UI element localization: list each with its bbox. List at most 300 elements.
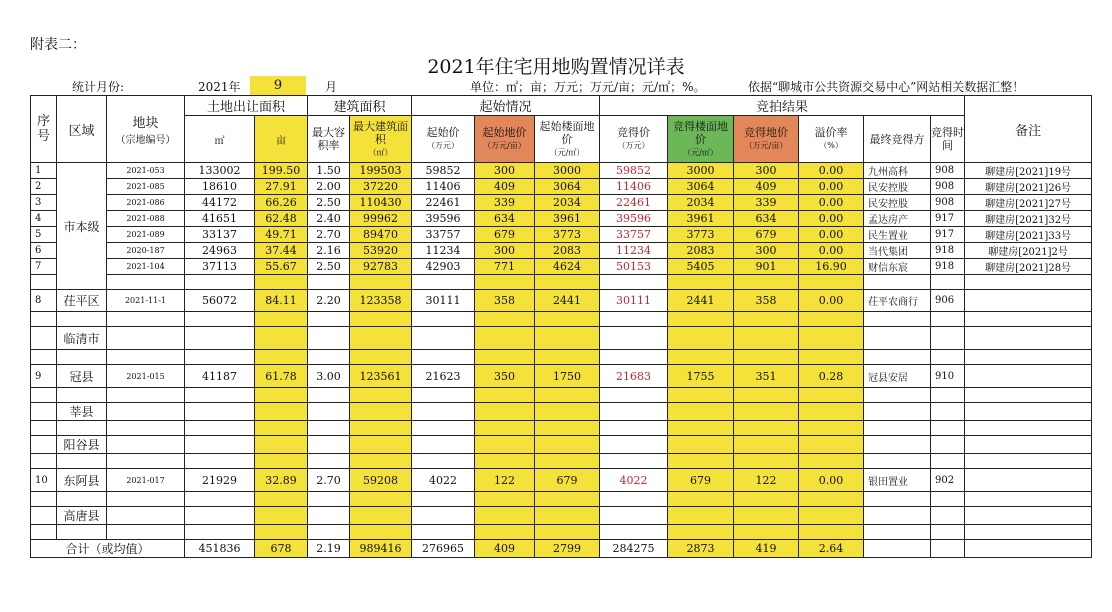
cell-sqm[interactable] [185, 507, 255, 525]
cell-mu[interactable]: 62.48 [255, 211, 308, 227]
cell-bidder[interactable] [864, 275, 931, 290]
cell-build[interactable]: 123358 [350, 290, 412, 312]
cell-code[interactable] [107, 525, 185, 540]
cell-win[interactable] [600, 312, 668, 327]
cell-far[interactable] [308, 275, 350, 290]
cell-mu[interactable] [255, 492, 308, 507]
cell-mu[interactable]: 84.11 [255, 290, 308, 312]
cell-start[interactable]: 22461 [412, 195, 475, 211]
cell-bidder[interactable] [864, 350, 931, 365]
cell-mu[interactable]: 37.44 [255, 243, 308, 259]
cell-build[interactable] [350, 421, 412, 436]
cell-time[interactable] [931, 403, 965, 421]
cell-build[interactable]: 37220 [350, 179, 412, 195]
cell-win[interactable]: 59852 [600, 163, 668, 179]
cell-start-floor[interactable]: 679 [535, 469, 600, 492]
cell-far[interactable]: 2.50 [308, 259, 350, 275]
cell-seq[interactable]: 2 [31, 179, 57, 195]
cell-win[interactable]: 30111 [600, 290, 668, 312]
cell-remark[interactable] [965, 290, 1092, 312]
cell-win-land[interactable]: 358 [734, 290, 799, 312]
cell-sqm[interactable] [185, 403, 255, 421]
cell-start-land[interactable] [475, 403, 535, 421]
total-start[interactable]: 276965 [412, 540, 475, 558]
cell-win[interactable]: 4022 [600, 469, 668, 492]
cell-remark[interactable] [965, 327, 1092, 350]
cell-start-land[interactable] [475, 492, 535, 507]
total-start-floor[interactable]: 2799 [535, 540, 600, 558]
cell-mu[interactable]: 55.67 [255, 259, 308, 275]
cell-sqm[interactable]: 133002 [185, 163, 255, 179]
cell-win-floor[interactable] [668, 388, 734, 403]
cell-win-land[interactable] [734, 525, 799, 540]
cell-win[interactable] [600, 492, 668, 507]
cell-win-land[interactable]: 339 [734, 195, 799, 211]
cell-far[interactable]: 2.16 [308, 243, 350, 259]
total-time[interactable] [931, 540, 965, 558]
cell-time[interactable] [931, 275, 965, 290]
cell-mu[interactable] [255, 312, 308, 327]
cell-win-floor[interactable]: 1755 [668, 365, 734, 388]
cell-seq[interactable] [31, 454, 57, 469]
cell-region[interactable] [57, 312, 107, 327]
cell-time[interactable]: 918 [931, 243, 965, 259]
cell-code[interactable] [107, 454, 185, 469]
cell-win-floor[interactable] [668, 312, 734, 327]
cell-start-land[interactable]: 634 [475, 211, 535, 227]
cell-sqm[interactable]: 41187 [185, 365, 255, 388]
cell-mu[interactable] [255, 327, 308, 350]
cell-start-floor[interactable]: 3773 [535, 227, 600, 243]
cell-sqm[interactable]: 56072 [185, 290, 255, 312]
cell-win-floor[interactable]: 2441 [668, 290, 734, 312]
cell-remark[interactable] [965, 421, 1092, 436]
cell-bidder[interactable] [864, 327, 931, 350]
cell-time[interactable] [931, 454, 965, 469]
cell-premium[interactable] [799, 327, 864, 350]
cell-bidder[interactable]: 财信东宸 [864, 259, 931, 275]
cell-bidder[interactable] [864, 454, 931, 469]
cell-time[interactable]: 908 [931, 195, 965, 211]
cell-sqm[interactable] [185, 275, 255, 290]
cell-premium[interactable] [799, 507, 864, 525]
cell-premium[interactable] [799, 421, 864, 436]
cell-far[interactable] [308, 525, 350, 540]
cell-win-floor[interactable]: 3961 [668, 211, 734, 227]
cell-win-floor[interactable] [668, 327, 734, 350]
cell-start[interactable] [412, 388, 475, 403]
cell-start[interactable] [412, 312, 475, 327]
cell-far[interactable] [308, 388, 350, 403]
cell-premium[interactable]: 0.00 [799, 195, 864, 211]
cell-build[interactable]: 110430 [350, 195, 412, 211]
cell-build[interactable] [350, 350, 412, 365]
cell-build[interactable]: 89470 [350, 227, 412, 243]
cell-region[interactable] [57, 421, 107, 436]
cell-seq[interactable]: 10 [31, 469, 57, 492]
cell-premium[interactable]: 0.00 [799, 163, 864, 179]
region-gaotang[interactable]: 高唐县 [57, 507, 107, 525]
cell-sqm[interactable] [185, 388, 255, 403]
cell-sqm[interactable]: 21929 [185, 469, 255, 492]
cell-start-floor[interactable]: 4624 [535, 259, 600, 275]
cell-premium[interactable]: 0.00 [799, 179, 864, 195]
cell-mu[interactable]: 32.89 [255, 469, 308, 492]
cell-far[interactable]: 2.00 [308, 179, 350, 195]
cell-build[interactable]: 123561 [350, 365, 412, 388]
cell-seq[interactable] [31, 275, 57, 290]
cell-far[interactable]: 2.70 [308, 227, 350, 243]
cell-bidder[interactable] [864, 507, 931, 525]
cell-code[interactable] [107, 421, 185, 436]
cell-start-land[interactable] [475, 312, 535, 327]
cell-remark[interactable] [965, 350, 1092, 365]
cell-far[interactable] [308, 312, 350, 327]
cell-far[interactable] [308, 403, 350, 421]
cell-remark[interactable] [965, 388, 1092, 403]
cell-win-land[interactable] [734, 436, 799, 454]
cell-premium[interactable]: 0.28 [799, 365, 864, 388]
cell-win-land[interactable] [734, 388, 799, 403]
cell-remark[interactable]: 聊建房[2021]27号 [965, 195, 1092, 211]
cell-far[interactable] [308, 350, 350, 365]
cell-win[interactable]: 11234 [600, 243, 668, 259]
total-premium[interactable]: 2.64 [799, 540, 864, 558]
cell-start[interactable] [412, 421, 475, 436]
cell-sqm[interactable]: 41651 [185, 211, 255, 227]
cell-code[interactable]: 2021-089 [107, 227, 185, 243]
cell-start[interactable] [412, 350, 475, 365]
cell-win[interactable] [600, 436, 668, 454]
cell-premium[interactable] [799, 275, 864, 290]
cell-sqm[interactable] [185, 454, 255, 469]
cell-start-land[interactable]: 339 [475, 195, 535, 211]
cell-win-land[interactable]: 300 [734, 163, 799, 179]
cell-start[interactable] [412, 492, 475, 507]
cell-start-land[interactable]: 358 [475, 290, 535, 312]
cell-far[interactable] [308, 454, 350, 469]
cell-win-land[interactable]: 901 [734, 259, 799, 275]
cell-time[interactable]: 906 [931, 290, 965, 312]
cell-win-land[interactable] [734, 507, 799, 525]
cell-start-floor[interactable]: 2034 [535, 195, 600, 211]
cell-start-land[interactable]: 679 [475, 227, 535, 243]
cell-start-land[interactable]: 771 [475, 259, 535, 275]
cell-time[interactable] [931, 388, 965, 403]
cell-time[interactable]: 910 [931, 365, 965, 388]
cell-seq[interactable] [31, 388, 57, 403]
cell-code[interactable] [107, 492, 185, 507]
cell-win[interactable] [600, 327, 668, 350]
cell-mu[interactable] [255, 454, 308, 469]
cell-far[interactable]: 2.40 [308, 211, 350, 227]
cell-win-floor[interactable] [668, 492, 734, 507]
cell-far[interactable] [308, 421, 350, 436]
cell-far[interactable]: 2.20 [308, 290, 350, 312]
cell-start[interactable] [412, 275, 475, 290]
cell-win[interactable]: 33757 [600, 227, 668, 243]
cell-time[interactable]: 917 [931, 211, 965, 227]
cell-win-floor[interactable]: 679 [668, 469, 734, 492]
cell-code[interactable]: 2021-015 [107, 365, 185, 388]
region-shi[interactable]: 市本级 [57, 163, 107, 290]
cell-start-floor[interactable]: 2441 [535, 290, 600, 312]
cell-win[interactable]: 21683 [600, 365, 668, 388]
cell-mu[interactable]: 49.71 [255, 227, 308, 243]
cell-code[interactable]: 2021-053 [107, 163, 185, 179]
cell-bidder[interactable]: 民安控股 [864, 195, 931, 211]
cell-seq[interactable]: 1 [31, 163, 57, 179]
cell-sqm[interactable]: 33137 [185, 227, 255, 243]
cell-remark[interactable] [965, 525, 1092, 540]
cell-build[interactable] [350, 403, 412, 421]
cell-remark[interactable]: 聊建房[2021]2号 [965, 243, 1092, 259]
cell-start[interactable]: 30111 [412, 290, 475, 312]
cell-start[interactable] [412, 525, 475, 540]
cell-start-land[interactable]: 300 [475, 163, 535, 179]
cell-start-floor[interactable] [535, 525, 600, 540]
cell-time[interactable] [931, 312, 965, 327]
cell-start-land[interactable] [475, 436, 535, 454]
cell-start[interactable]: 39596 [412, 211, 475, 227]
cell-seq[interactable]: 5 [31, 227, 57, 243]
cell-time[interactable] [931, 436, 965, 454]
cell-remark[interactable]: 聊建房[2021]33号 [965, 227, 1092, 243]
cell-remark[interactable] [965, 469, 1092, 492]
cell-seq[interactable] [31, 327, 57, 350]
cell-region[interactable] [57, 525, 107, 540]
cell-win[interactable]: 50153 [600, 259, 668, 275]
total-win-floor[interactable]: 2873 [668, 540, 734, 558]
cell-start[interactable]: 11234 [412, 243, 475, 259]
cell-bidder[interactable]: 孟达房产 [864, 211, 931, 227]
cell-win-floor[interactable] [668, 436, 734, 454]
cell-start-floor[interactable] [535, 436, 600, 454]
cell-win-floor[interactable] [668, 275, 734, 290]
cell-sqm[interactable] [185, 436, 255, 454]
cell-start-floor[interactable] [535, 507, 600, 525]
cell-seq[interactable]: 9 [31, 365, 57, 388]
cell-mu[interactable] [255, 525, 308, 540]
cell-premium[interactable] [799, 388, 864, 403]
cell-start-land[interactable] [475, 421, 535, 436]
cell-win[interactable]: 22461 [600, 195, 668, 211]
cell-win-land[interactable] [734, 350, 799, 365]
cell-remark[interactable] [965, 454, 1092, 469]
total-remark[interactable] [965, 540, 1092, 558]
cell-start-land[interactable] [475, 525, 535, 540]
cell-win[interactable] [600, 275, 668, 290]
cell-start-floor[interactable] [535, 421, 600, 436]
cell-remark[interactable]: 聊建房[2021]26号 [965, 179, 1092, 195]
cell-mu[interactable]: 27.91 [255, 179, 308, 195]
cell-code[interactable]: 2021-086 [107, 195, 185, 211]
cell-build[interactable] [350, 436, 412, 454]
cell-mu[interactable] [255, 421, 308, 436]
cell-mu[interactable] [255, 403, 308, 421]
cell-win[interactable] [600, 403, 668, 421]
cell-time[interactable]: 917 [931, 227, 965, 243]
cell-win-land[interactable] [734, 403, 799, 421]
cell-bidder[interactable]: 银田置业 [864, 469, 931, 492]
cell-win-land[interactable] [734, 312, 799, 327]
cell-build[interactable] [350, 388, 412, 403]
cell-build[interactable]: 92783 [350, 259, 412, 275]
cell-start[interactable]: 21623 [412, 365, 475, 388]
cell-bidder[interactable]: 九州高科 [864, 163, 931, 179]
cell-start[interactable]: 59852 [412, 163, 475, 179]
cell-start-land[interactable] [475, 327, 535, 350]
cell-region[interactable] [57, 388, 107, 403]
cell-far[interactable]: 2.50 [308, 195, 350, 211]
cell-far[interactable] [308, 436, 350, 454]
cell-far[interactable] [308, 327, 350, 350]
total-bidder[interactable] [864, 540, 931, 558]
cell-code[interactable]: 2021-088 [107, 211, 185, 227]
cell-mu[interactable] [255, 350, 308, 365]
cell-seq[interactable]: 6 [31, 243, 57, 259]
cell-time[interactable] [931, 525, 965, 540]
total-mu[interactable]: 678 [255, 540, 308, 558]
cell-bidder[interactable]: 民生置业 [864, 227, 931, 243]
cell-bidder[interactable] [864, 436, 931, 454]
cell-start-land[interactable] [475, 350, 535, 365]
cell-premium[interactable]: 0.00 [799, 243, 864, 259]
cell-code[interactable]: 2021-104 [107, 259, 185, 275]
cell-win-floor[interactable]: 2034 [668, 195, 734, 211]
cell-build[interactable] [350, 492, 412, 507]
cell-start-land[interactable]: 409 [475, 179, 535, 195]
cell-remark[interactable] [965, 365, 1092, 388]
cell-time[interactable] [931, 492, 965, 507]
cell-mu[interactable] [255, 507, 308, 525]
cell-start-floor[interactable] [535, 403, 600, 421]
cell-premium[interactable]: 16.90 [799, 259, 864, 275]
cell-time[interactable] [931, 507, 965, 525]
cell-seq[interactable]: 3 [31, 195, 57, 211]
total-sqm[interactable]: 451836 [185, 540, 255, 558]
cell-sqm[interactable] [185, 327, 255, 350]
cell-win-land[interactable]: 300 [734, 243, 799, 259]
cell-remark[interactable]: 聊建房[2021]32号 [965, 211, 1092, 227]
cell-time[interactable] [931, 327, 965, 350]
cell-start-floor[interactable] [535, 350, 600, 365]
cell-start[interactable] [412, 403, 475, 421]
cell-bidder[interactable]: 当代集团 [864, 243, 931, 259]
cell-remark[interactable] [965, 275, 1092, 290]
cell-win-floor[interactable] [668, 421, 734, 436]
cell-far[interactable]: 1.50 [308, 163, 350, 179]
cell-seq[interactable] [31, 436, 57, 454]
cell-start[interactable]: 11406 [412, 179, 475, 195]
cell-seq[interactable]: 7 [31, 259, 57, 275]
cell-remark[interactable] [965, 403, 1092, 421]
cell-start-floor[interactable] [535, 492, 600, 507]
cell-win-floor[interactable]: 3064 [668, 179, 734, 195]
cell-start[interactable]: 42903 [412, 259, 475, 275]
cell-bidder[interactable] [864, 312, 931, 327]
cell-remark[interactable]: 聊建房[2021]19号 [965, 163, 1092, 179]
cell-start-floor[interactable]: 3000 [535, 163, 600, 179]
cell-bidder[interactable]: 冠县安居 [864, 365, 931, 388]
cell-region[interactable] [57, 350, 107, 365]
cell-win[interactable] [600, 421, 668, 436]
total-build[interactable]: 989416 [350, 540, 412, 558]
cell-remark[interactable] [965, 436, 1092, 454]
cell-win-land[interactable] [734, 275, 799, 290]
cell-win-floor[interactable]: 3000 [668, 163, 734, 179]
cell-far[interactable] [308, 507, 350, 525]
cell-win-land[interactable]: 122 [734, 469, 799, 492]
cell-win-land[interactable] [734, 421, 799, 436]
cell-start[interactable] [412, 507, 475, 525]
cell-win[interactable] [600, 525, 668, 540]
cell-win-land[interactable] [734, 454, 799, 469]
cell-time[interactable] [931, 350, 965, 365]
cell-bidder[interactable] [864, 421, 931, 436]
cell-start-floor[interactable]: 1750 [535, 365, 600, 388]
cell-code[interactable] [107, 275, 185, 290]
cell-win-floor[interactable]: 3773 [668, 227, 734, 243]
region-shenxian[interactable]: 莘县 [57, 403, 107, 421]
cell-win-land[interactable]: 351 [734, 365, 799, 388]
cell-win[interactable]: 39596 [600, 211, 668, 227]
cell-code[interactable] [107, 507, 185, 525]
cell-start-land[interactable] [475, 507, 535, 525]
cell-premium[interactable]: 0.00 [799, 469, 864, 492]
cell-bidder[interactable] [864, 492, 931, 507]
cell-build[interactable] [350, 312, 412, 327]
cell-seq[interactable] [31, 312, 57, 327]
cell-win-floor[interactable] [668, 403, 734, 421]
cell-build[interactable] [350, 275, 412, 290]
cell-code[interactable]: 2021-11-1 [107, 290, 185, 312]
cell-start-floor[interactable]: 3064 [535, 179, 600, 195]
cell-code[interactable] [107, 403, 185, 421]
cell-mu[interactable] [255, 388, 308, 403]
cell-sqm[interactable] [185, 350, 255, 365]
total-far[interactable]: 2.19 [308, 540, 350, 558]
cell-sqm[interactable] [185, 492, 255, 507]
cell-start-floor[interactable] [535, 327, 600, 350]
cell-bidder[interactable]: 茌平农商行 [864, 290, 931, 312]
cell-remark[interactable] [965, 312, 1092, 327]
cell-start-land[interactable] [475, 275, 535, 290]
cell-premium[interactable]: 0.00 [799, 227, 864, 243]
cell-region[interactable] [57, 492, 107, 507]
cell-seq[interactable] [31, 507, 57, 525]
cell-build[interactable]: 99962 [350, 211, 412, 227]
cell-start-floor[interactable] [535, 312, 600, 327]
cell-seq[interactable] [31, 492, 57, 507]
region-yanggu[interactable]: 阳谷县 [57, 436, 107, 454]
cell-sqm[interactable] [185, 421, 255, 436]
cell-seq[interactable]: 4 [31, 211, 57, 227]
cell-time[interactable]: 918 [931, 259, 965, 275]
cell-time[interactable] [931, 421, 965, 436]
cell-win-land[interactable]: 409 [734, 179, 799, 195]
cell-sqm[interactable] [185, 312, 255, 327]
cell-win-land[interactable] [734, 327, 799, 350]
cell-build[interactable]: 59208 [350, 469, 412, 492]
cell-premium[interactable] [799, 350, 864, 365]
cell-seq[interactable] [31, 421, 57, 436]
cell-premium[interactable] [799, 403, 864, 421]
cell-start[interactable]: 33757 [412, 227, 475, 243]
cell-bidder[interactable] [864, 525, 931, 540]
cell-code[interactable]: 2020-187 [107, 243, 185, 259]
cell-sqm[interactable]: 18610 [185, 179, 255, 195]
